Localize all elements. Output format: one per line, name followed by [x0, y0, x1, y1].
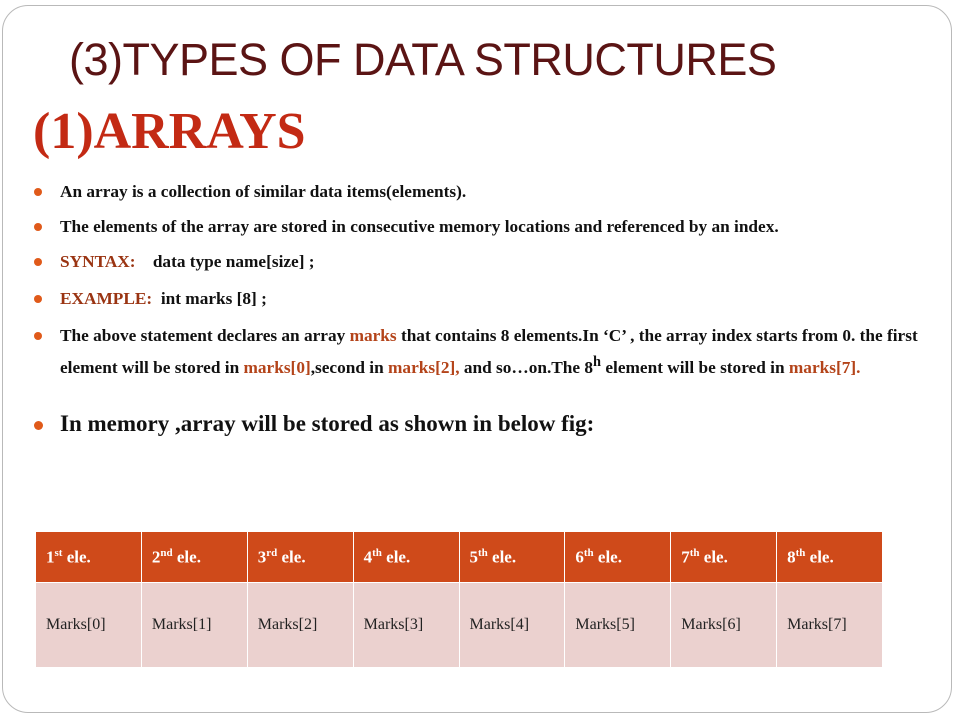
- header-suffix: ele.: [699, 547, 728, 567]
- header-cell: [777, 532, 883, 583]
- array-table: [35, 531, 883, 668]
- header-sup: th: [478, 546, 488, 559]
- array-cell: Marks[3]: [353, 583, 459, 668]
- slide-title: (3)TYPES OF DATA STRUCTURES: [69, 34, 777, 85]
- bullet-memory-text: In memory ,array will be stored as shown in below fig:: [60, 410, 595, 436]
- header-cell: [353, 532, 459, 583]
- header-cell: [459, 532, 565, 583]
- header-sup: th: [689, 546, 700, 559]
- value-row: [36, 583, 883, 668]
- header-suffix: ele.: [805, 547, 834, 567]
- bullet-definition: [33, 178, 955, 205]
- header-suffix: ele.: [277, 547, 306, 567]
- header-suffix: ele.: [172, 547, 201, 567]
- header-num: 3: [257, 547, 267, 567]
- header-cell: [141, 532, 247, 583]
- header-sup: th: [583, 546, 594, 559]
- header-num: 6: [575, 547, 584, 567]
- header-cell: [247, 532, 353, 583]
- explanation-text: The above statement declares an array: [60, 326, 350, 345]
- bullet-memory: [33, 409, 955, 439]
- bullet-syntax: [33, 248, 955, 275]
- header-cell: [671, 532, 777, 583]
- header-suffix: ele.: [487, 547, 517, 567]
- header-sup: th: [795, 546, 806, 559]
- explanation-text: and so…on.The 8: [459, 357, 594, 377]
- array-cell: Marks[0]: [36, 583, 142, 668]
- section-heading: (1)ARRAYS: [33, 103, 306, 160]
- explanation-text: that contains 8 elements.In ‘C’ , the array index starts from 0. the first element will be stored in: [60, 326, 918, 377]
- array-cell: Marks[6]: [671, 583, 777, 668]
- syntax-label: SYNTAX:: [60, 252, 136, 271]
- header-num: 2: [151, 547, 161, 567]
- bullet-storage: [33, 213, 955, 240]
- header-suffix: ele.: [62, 547, 91, 567]
- header-sup: th: [372, 546, 382, 559]
- header-cell: [36, 532, 142, 583]
- header-suffix: ele.: [381, 547, 411, 567]
- header-num: 7: [681, 547, 690, 567]
- bullet-definition-text: An array is a collection of similar data items(elements).: [60, 182, 467, 201]
- syntax-value: data type name[size] ;: [152, 252, 315, 271]
- superscript: h: [593, 354, 602, 370]
- bullet-storage-text: The elements of the array are stored in consecutive memory locations and referenced by an index.: [60, 217, 779, 236]
- slide-frame: [2, 5, 952, 713]
- array-cell: Marks[1]: [141, 583, 247, 668]
- array-cell: Marks[5]: [565, 583, 671, 668]
- header-row: [36, 532, 883, 583]
- example-value: int marks [8] ;: [160, 289, 267, 308]
- highlight-marks-2: marks[2],: [388, 357, 460, 377]
- array-cell: Marks[2]: [247, 583, 353, 668]
- header-suffix: ele.: [593, 547, 622, 567]
- header-sup: rd: [266, 546, 278, 559]
- bullet-example: [33, 285, 955, 312]
- header-num: 8: [787, 547, 796, 567]
- header-num: 5: [469, 547, 478, 567]
- header-num: 1: [46, 547, 55, 567]
- bullet-explanation: [33, 322, 955, 381]
- header-sup: st: [54, 546, 63, 559]
- bullet-list: [33, 178, 955, 439]
- header-sup: nd: [160, 546, 173, 559]
- example-label: EXAMPLE:: [60, 289, 153, 308]
- highlight-marks: marks: [349, 326, 397, 345]
- highlight-marks-0: marks[0]: [243, 357, 311, 377]
- explanation-text: element will be stored in: [601, 357, 789, 377]
- array-cell: Marks[7]: [777, 583, 883, 668]
- header-num: 4: [363, 547, 373, 567]
- explanation-text: ,second in: [310, 357, 389, 377]
- highlight-marks-7: marks[7].: [788, 357, 861, 377]
- array-cell: Marks[4]: [459, 583, 565, 668]
- header-cell: [565, 532, 671, 583]
